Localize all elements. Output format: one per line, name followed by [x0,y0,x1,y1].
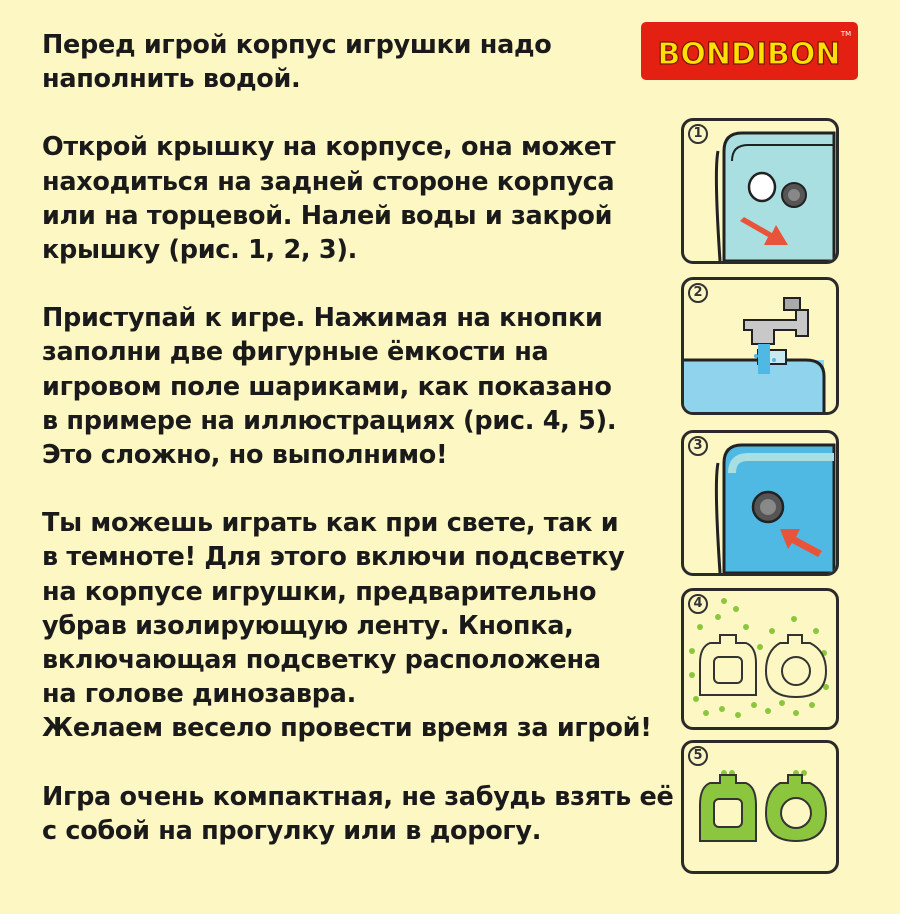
paragraph-compact [42,780,682,848]
logo-trademark: TM [840,30,852,38]
text-line: крышку (рис. 1, 2, 3). [42,235,358,266]
text-line: Открой крышку на корпусе, она может [42,132,616,163]
text-line: наполнить водой. [42,64,301,95]
figure-2 [681,277,839,415]
fill-water-icon [684,280,836,412]
text-line: на голове динозавра. [42,679,356,710]
paragraph-light [42,506,682,745]
text-line: Игра очень компактная, не забудь взять её [42,781,674,812]
figure-4 [681,588,839,730]
text-line: Желаем весело провести время за игрой! [42,713,652,744]
text-line: заполни две фигурные ёмкости на [42,337,549,368]
text-line: с собой на прогулку или в дорогу. [42,815,542,846]
paragraph-play [42,301,682,472]
figure-number: 2 [688,283,708,303]
bondibon-logo [641,22,858,80]
figure-number: 5 [688,746,708,766]
text-line: Это сложно, но выполнимо! [42,440,448,471]
text-line: в темноте! Для этого включи подсветку [42,542,625,573]
figure-number: 1 [688,124,708,144]
paragraph-fill-water [42,28,682,96]
empty-shapes-icon [684,591,836,727]
logo-wordmark: BONDIBON [657,37,841,72]
text-line: Приступай к игре. Нажимая на кнопки [42,303,603,334]
filled-shapes-icon [684,743,836,871]
open-lid-icon [684,121,836,261]
figure-1 [681,118,839,264]
close-lid-icon [684,433,836,573]
text-line: на корпусе игрушки, предварительно [42,576,597,607]
text-line: или на торцевой. Налей воды и закрой [42,200,613,231]
instructions-text [42,28,682,882]
text-line: убрав изолирующую ленту. Кнопка, [42,610,574,641]
paragraph-open-lid [42,130,682,267]
text-line: игровом поле шариками, как показано [42,371,612,402]
text-line: в примере на иллюстрациях (рис. 4, 5). [42,405,617,436]
figure-number: 3 [688,436,708,456]
figure-number: 4 [688,594,708,614]
text-line: Ты можешь играть как при свете, так и [42,508,619,539]
text-line: находиться на задней стороне корпуса [42,166,615,197]
figure-5 [681,740,839,874]
figure-3 [681,430,839,576]
text-line: Перед игрой корпус игрушки надо [42,30,552,60]
text-line: включающая подсветку расположена [42,645,601,676]
